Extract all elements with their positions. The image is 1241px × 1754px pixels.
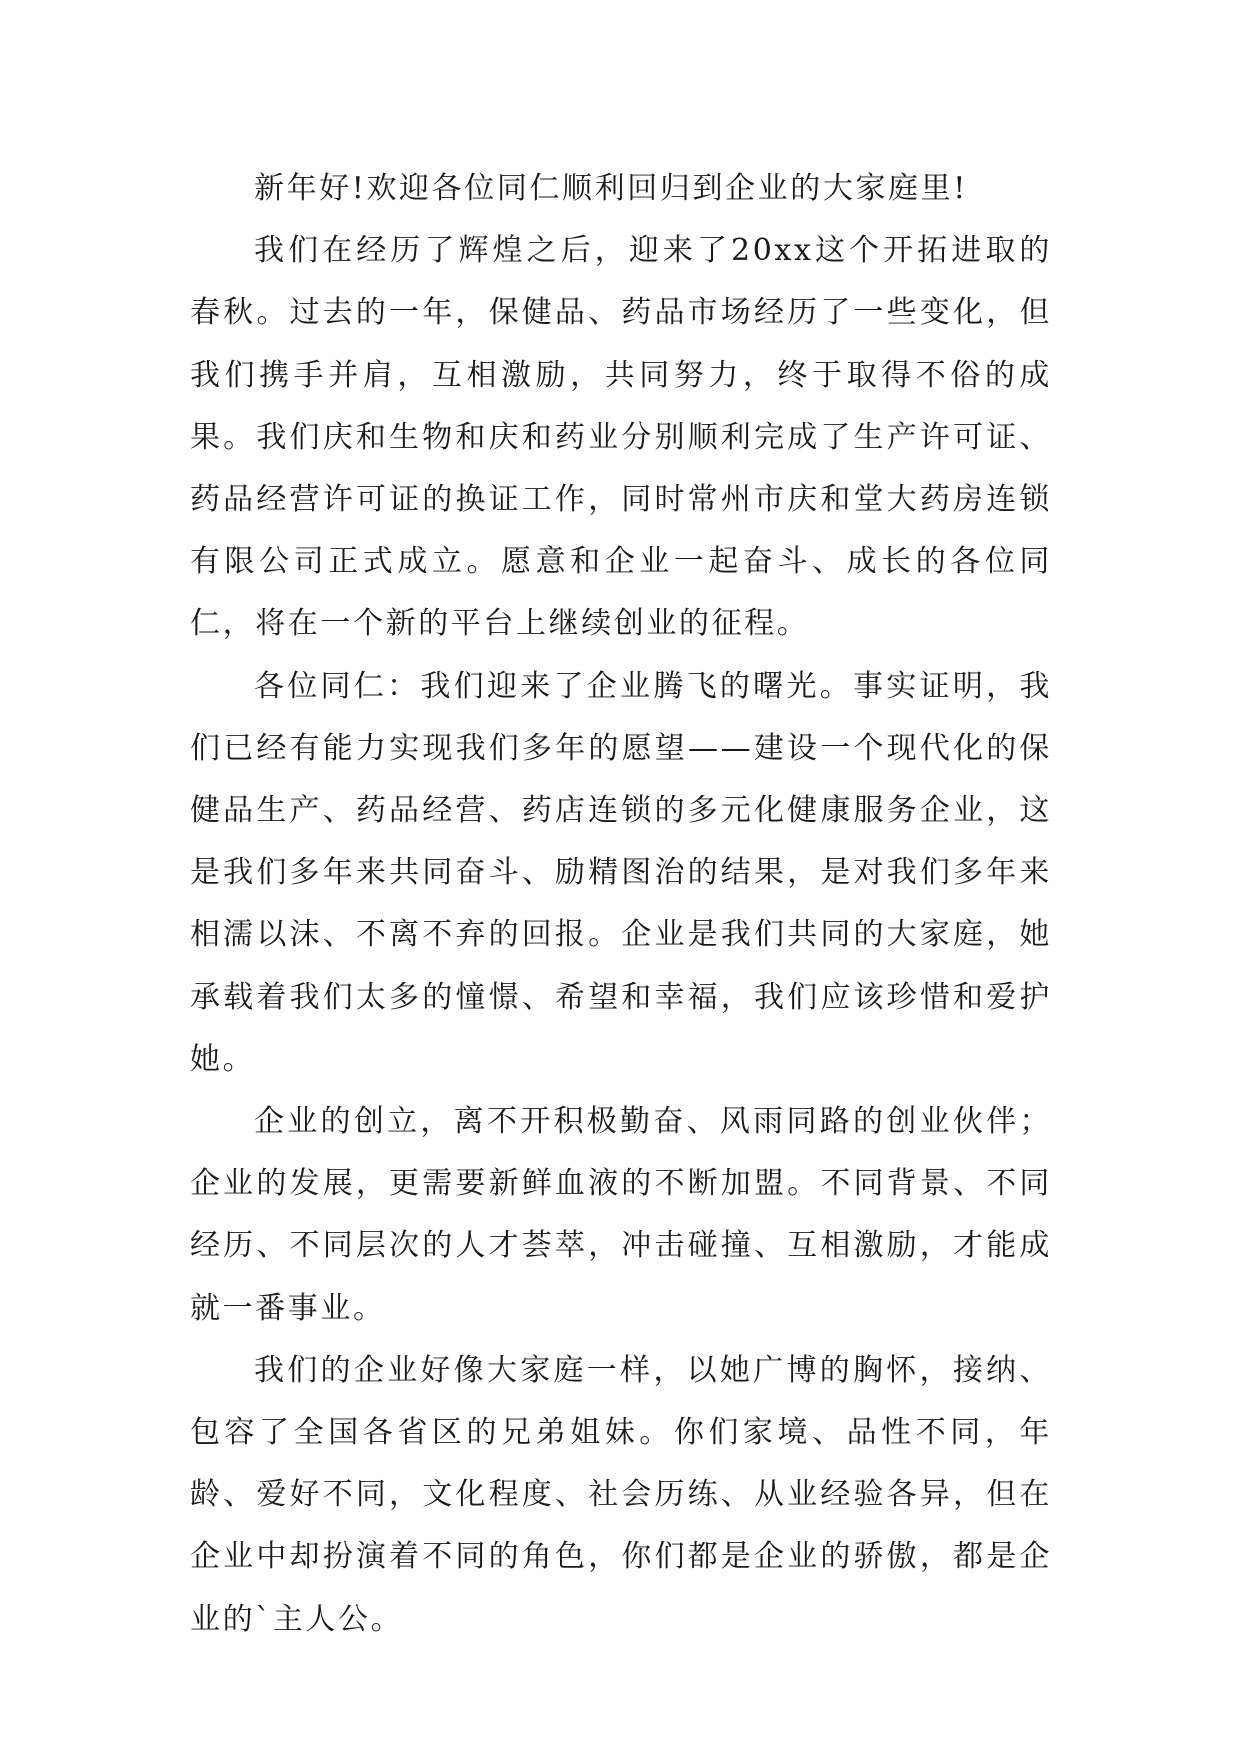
paragraph-greeting: 新年好!欢迎各位同仁顺利回归到企业的大家庭里!: [254, 171, 968, 206]
paragraph-family: 我们的企业好像大家庭一样，以她广博的胸怀，接纳、包容了全国各省区的兄弟姐妹。你们家境、品性不同，年龄、爱好不同，文化程度、社会历练、从业经验各异，但在企业中却扮演着不同的角色，你们都是企业的骄傲，都是企业的`主人公。: [190, 1352, 1052, 1637]
document-body: [190, 158, 1052, 1651]
paragraph-vision: 各位同仁：我们迎来了企业腾飞的曙光。事实证明，我们已经有能力实现我们多年的愿望——建设一个现代化的保健品生产、药品经营、药店连锁的多元化健康服务企业，这是我们多年来共同奋斗、励精图治的结果，是对我们多年来相濡以沫、不离不弃的回报。企业是我们共同的大家庭，她承载着我们太多的憧憬、希望和幸福，我们应该珍惜和爱护她。: [190, 668, 1052, 1077]
paragraph-partners: 企业的创立，离不开积极勤奋、风雨同路的创业伙伴；企业的发展，更需要新鲜血液的不断加盟。不同背景、不同经历、不同层次的人才荟萃，冲击碰撞、互相激励，才能成就一番事业。: [190, 1104, 1052, 1326]
paragraph-achievements: 我们在经历了辉煌之后，迎来了20xx这个开拓进取的春秋。过去的一年，保健品、药品市场经历了一些变化，但我们携手并肩，互相激励，共同努力，终于取得不俗的成果。我们庆和生物和庆和药业分别顺利完成了生产许可证、药品经营许可证的换证工作，同时常州市庆和堂大药房连锁有限公司正式成立。愿意和企业一起奋斗、成长的各位同仁，将在一个新的平台上继续创业的征程。: [190, 233, 1052, 642]
